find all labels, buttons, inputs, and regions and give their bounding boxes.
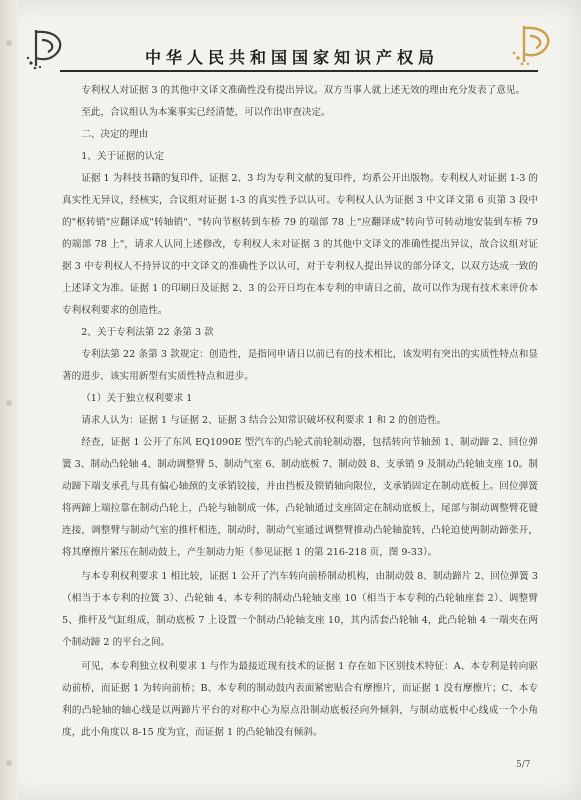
paragraph: 与本专利权利要求 1 相比较，证据 1 公开了汽车转向前桥制动机构，由制动鼓 8、制动蹄片 2、回位弹簧 3（相当于本专利的拉簧 3）、凸轮轴 4、本专利的制动凸轮轴支座 10（相当于本专利的凸轮轴座套 2）、调整臂 5、推杆及气缸组成，制动底板 7 上设置一个制动凸轮轴支座 10，其内活套凸轮轴 4，此凸轮轴 4 一端夹在两个制动蹄 2 的平台之间。 xyxy=(62,571,538,648)
binding-edge xyxy=(0,0,18,800)
binding-hole xyxy=(6,40,12,46)
page-number: 5/7 xyxy=(516,760,531,770)
paragraph: 专利权人对证据 3 的其他中文译文准确性没有提出异议。双方当事人就上述无效的理由充分发表了意见。 xyxy=(81,85,526,96)
binding-hole xyxy=(6,760,12,766)
binding-hole xyxy=(6,400,12,406)
paragraph: 请求人认为：证据 1 与证据 2、证据 3 结合公知常识破坏权利要求 1 和 2 的创造性。 xyxy=(81,415,447,426)
header-rule xyxy=(60,70,538,72)
document-body xyxy=(62,80,538,744)
section-heading: 二、决定的理由 xyxy=(81,129,149,140)
cnipa-logo-left xyxy=(22,22,74,74)
paragraph: 经查，证据 1 公开了东风 EQ1090E 型汽车的凸轮式前轮制动器，包括转向节轴颈 1、制动蹄 2、回位弹簧 3、制动凸轮轴 4、制动调整臂 5、制动气室 6、制动底板 7、制动鼓 8、支承销 9 及制动凸轮轴支座 10。制动蹄下端支承孔与具有偏心轴颈的支承销铰接，并由挡板及锁销轴向限位，支承销固定在制动底板上。回位弹簧将两蹄上端拉靠在制动凸轮上，凸轮与轴制成一体，凸轮轴通过支座固定在制动底板上，尾部与制动调整臂花键连接，调整臂与制动气室的推杆相连，制动时，制动气室通过调整臂推动凸轮轴旋转，凸轮迫使两制动蹄张开，将其摩擦片紧压在制动鼓上，产生制动力矩（参见证据 1 的第 216-218 页，图 9-33）。 xyxy=(62,437,538,558)
subsection-heading: 2、关于专利法第 22 条第 3 款 xyxy=(81,327,214,338)
subsection-heading: （1）关于独立权利要求 1 xyxy=(81,393,193,404)
subsection-heading: 1、关于证据的认定 xyxy=(81,151,165,162)
paragraph: 至此，合议组认为本案事实已经清楚，可以作出审查决定。 xyxy=(81,107,331,118)
cnipa-logo-right xyxy=(506,18,558,70)
office-title: 中华人民共和国国家知识产权局 xyxy=(144,48,439,67)
paragraph: 可见，本专利独立权利要求 1 与作为最接近现有技术的证据 1 存在如下区别技术特征：A、本专利是转向驱动前桥，而证据 1 为转向前桥；B、本专利的制动鼓内表面紧密贴合有摩擦片，而证据 1 没有摩擦片；C、本专利的凸轮轴的轴心线是以两蹄片平台的对称中心为原点沿制动底板径向外倾斜，与制动底板中心线成一个小角度，此小角度以 8-15 度为宜，而证据 1 的凸轮轴没有倾斜。 xyxy=(62,661,538,738)
paragraph: 专利法第 22 条第 3 款规定：创造性，是指同申请日以前已有的技术相比，该发明有突出的实质性特点和显著的进步，该实用新型有实质性特点和进步。 xyxy=(62,349,538,382)
paragraph: 证据 1 为科技书籍的复印件，证据 2、3 均为专利文献的复印件，均系公开出版物。专利权人对证据 1-3 的真实性无异议，经核实，合议组对证据 1-3 的真实性予以认可。专利权人认为证据 3 中文译文第 6 页第 3 段中的"枢转销"应翻译成"转轴销"、"转向节枢转到车桥 79 的端部 78 上"应翻译成"转向节可转动地安装到车桥 79 的端部 78 上"，请求人认同上述修改，专利权人未对证据 3 的其他中文译文的准确性提出异议，故合议组对证据 3 中专利权人不持异议的中文译文的准确性予以认可，对于专利权人提出异议的部分译文，以双方达成一致的上述译文为准。证据 1 的印刷日及证据 2、3 的公开日均在本专利的申请日之前，故可以作为现有技术来评价本专利权利要求的创造性。 xyxy=(62,173,538,316)
